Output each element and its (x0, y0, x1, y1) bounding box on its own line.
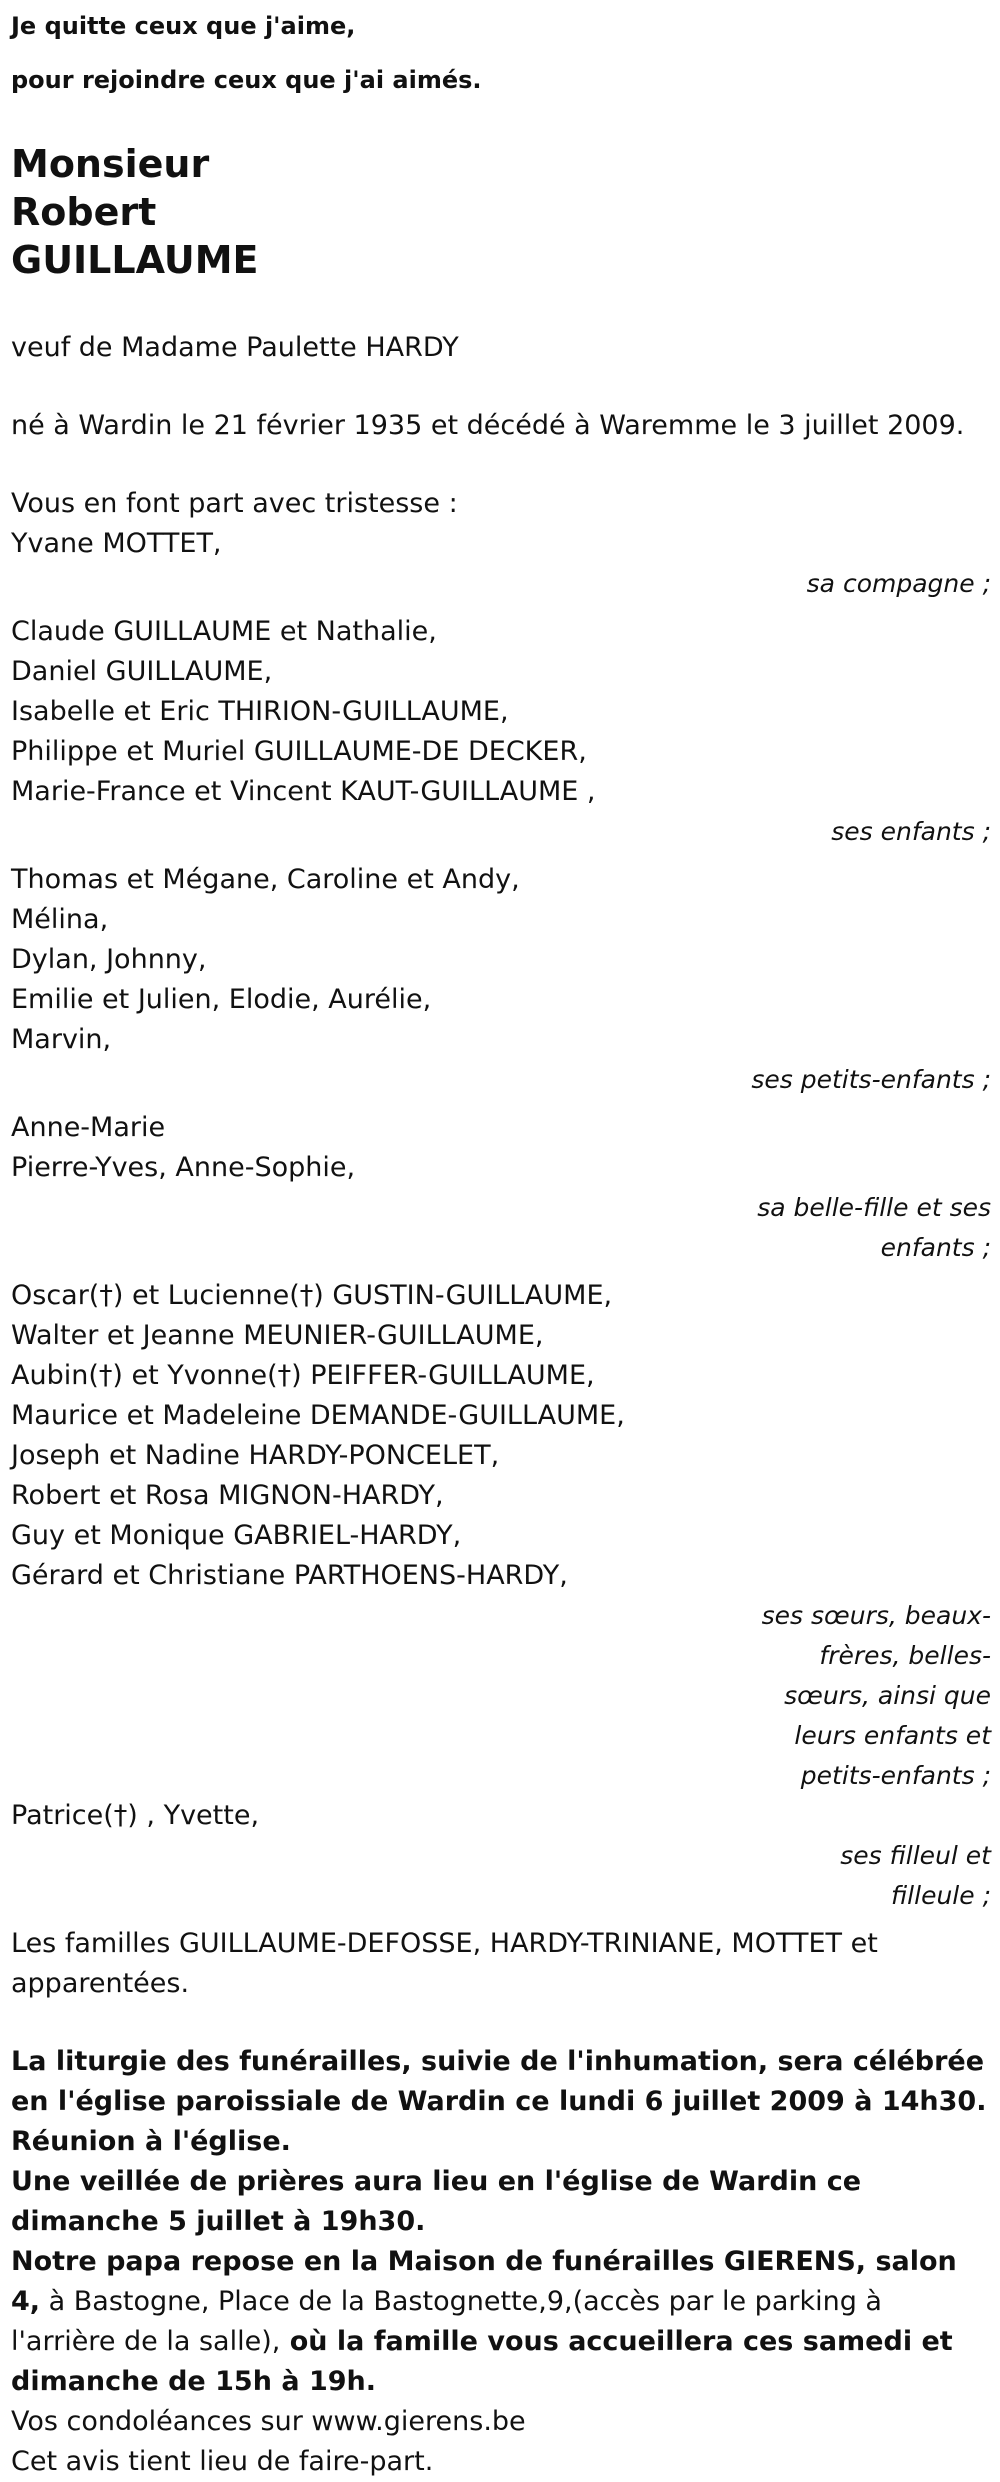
family-name-line: Robert et Rosa MIGNON-HARDY, (11, 1480, 444, 1511)
relation-label: ses enfants ; (831, 817, 991, 846)
condolences-text: Vos condoléances sur www.gierens.be (11, 2406, 526, 2437)
family-group (11, 860, 991, 1100)
deceased-first-name: Robert (11, 190, 157, 234)
relation-label: ses filleul et filleule ; (840, 1841, 991, 1910)
family-group (11, 1796, 991, 1916)
announcement-line: Vous en font part avec tristesse : (11, 488, 458, 519)
family-name-line: Philippe et Muriel GUILLAUME-DE DECKER, (11, 736, 587, 767)
rest-text-bold: Notre papa repose en la Maison de funérailles GIERENS, salon 4, (11, 2246, 957, 2317)
widow-line: veuf de Madame Paulette HARDY (11, 332, 459, 363)
family-name-line: Dylan, Johnny, (11, 944, 207, 975)
family-name-line: Guy et Monique GABRIEL-HARDY, (11, 1520, 462, 1551)
family-name-line: Mélina, (11, 904, 109, 935)
deceased-name (11, 140, 991, 284)
notice-text: Cet avis tient lieu de faire-part. (11, 2446, 434, 2477)
family-group (11, 1276, 991, 1796)
family-name-line: Maurice et Madeleine DEMANDE-GUILLAUME, (11, 1400, 625, 1431)
family-group (11, 612, 991, 852)
rest-text-location: à Bastogne, Place de la Bastognette,9,(accès par le parking à l'arrière de la salle), (11, 2286, 882, 2357)
relation-label: sa belle-fille et ses enfants ; (757, 1193, 991, 1262)
family-name-line: Isabelle et Eric THIRION-GUILLAUME, (11, 696, 509, 727)
meeting-text: Réunion à l'église. (11, 2126, 291, 2157)
family-name-line: Oscar(†) et Lucienne(†) GUSTIN-GUILLAUME, (11, 1280, 613, 1311)
family-name-line: Daniel GUILLAUME, (11, 656, 273, 687)
family-name-line: Anne-Marie (11, 1112, 166, 1143)
family-name-line: Thomas et Mégane, Caroline et Andy, (11, 864, 520, 895)
families-line: Les familles GUILLAUME-DEFOSSE, HARDY-TRINIANE, MOTTET et apparentées. (11, 1928, 878, 1999)
family-name-line: Patrice(†) , Yvette, (11, 1800, 260, 1831)
family-name-line: Aubin(†) et Yvonne(†) PEIFFER-GUILLAUME, (11, 1360, 595, 1391)
birth-death-line: né à Wardin le 21 février 1935 et décédé à Waremme le 3 juillet 2009. (11, 410, 965, 441)
family-name-line: Yvane MOTTET, (11, 528, 222, 559)
relation-label: ses petits-enfants ; (751, 1065, 991, 1094)
deceased-title: Monsieur (11, 142, 210, 186)
family-group (11, 524, 991, 604)
family-name-line: Claude GUILLAUME et Nathalie, (11, 616, 437, 647)
relation-label: ses sœurs, beaux-frères, belles-sœurs, ainsi que leurs enfants et petits-enfants ; (761, 1601, 991, 1790)
family-name-line: Joseph et Nadine HARDY-PONCELET, (11, 1440, 500, 1471)
quote-line-2: pour rejoindre ceux que j'ai aimés. (11, 66, 482, 94)
family-name-line: Gérard et Christiane PARTHOENS-HARDY, (11, 1560, 568, 1591)
family-group (11, 1108, 991, 1268)
family-name-line: Pierre-Yves, Anne-Sophie, (11, 1152, 356, 1183)
family-name-line: Marie-France et Vincent KAUT-GUILLAUME , (11, 776, 596, 807)
deceased-last-name: GUILLAUME (11, 238, 259, 282)
rest-text (11, 2242, 991, 2402)
funeral-details (11, 2042, 991, 2482)
rest-text-visiting: où la famille vous accueillera ces samedi et dimanche de 15h à 19h. (11, 2326, 953, 2397)
family-name-line: Walter et Jeanne MEUNIER-GUILLAUME, (11, 1320, 544, 1351)
vigil-text: Une veillée de prières aura lieu en l'église de Wardin ce dimanche 5 juillet à 19h30. (11, 2166, 862, 2237)
liturgy-text: La liturgie des funérailles, suivie de l'inhumation, sera célébrée en l'église paroissiale de Wardin ce lundi 6 juillet 2009 à 14h30. (11, 2046, 987, 2117)
family-name-line: Emilie et Julien, Elodie, Aurélie, (11, 984, 432, 1015)
quote-line-1: Je quitte ceux que j'aime, (11, 12, 356, 40)
obituary-content (11, 0, 991, 2482)
family-name-line: Marvin, (11, 1024, 112, 1055)
relation-label: sa compagne ; (806, 569, 991, 598)
